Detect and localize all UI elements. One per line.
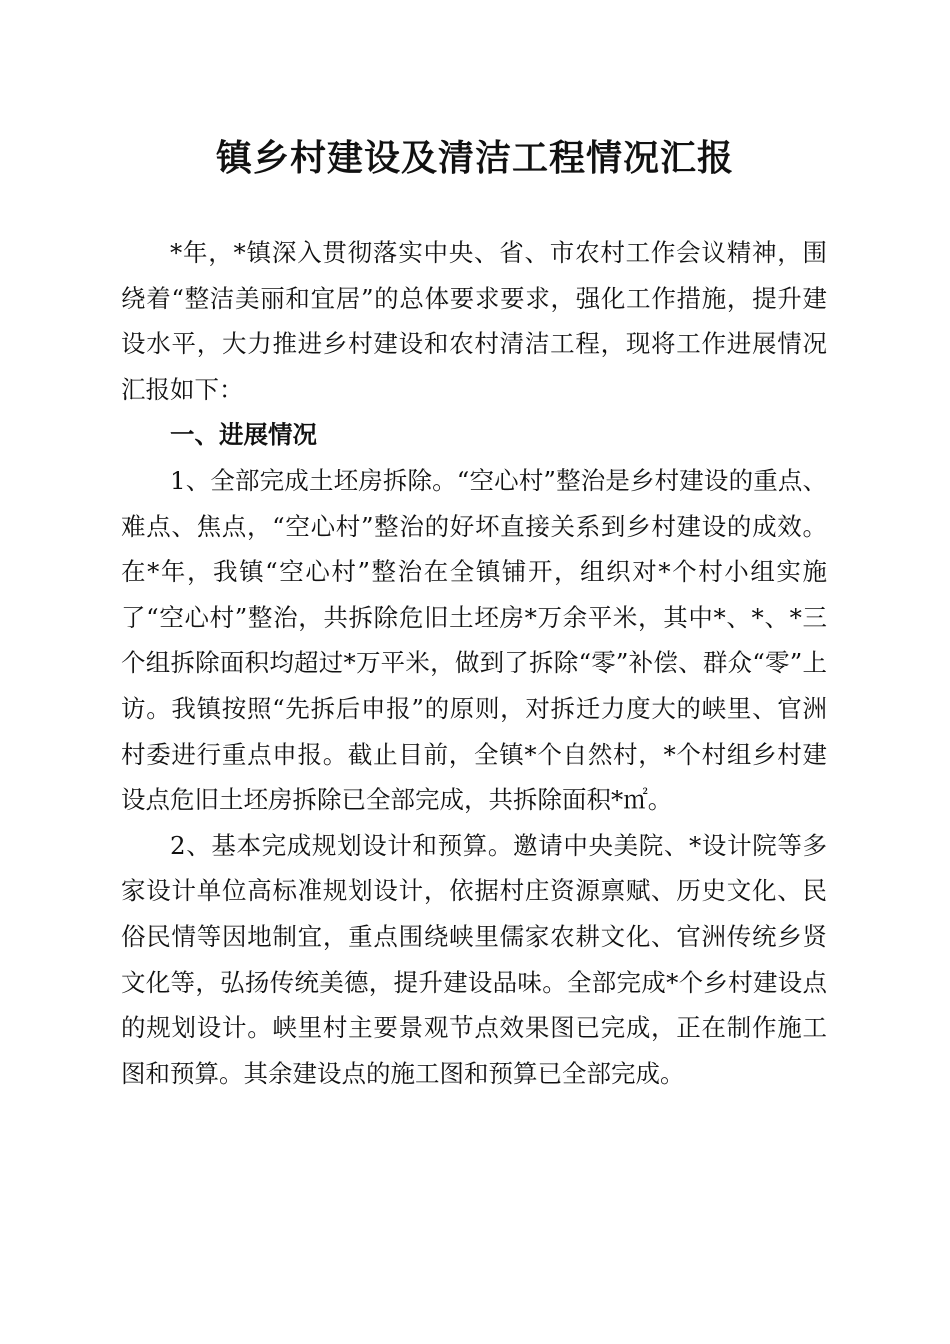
section-heading-progress: 一、进展情况 <box>170 420 317 450</box>
document-title: 镇乡村建设及清洁工程情况汇报 <box>215 137 734 179</box>
paragraph-planning: 2、基本完成规划设计和预算。邀请中央美院、*设计院等多家设计单位高标准规划设计，依据村庄资源禀赋、历史文化、民俗民情等因地制宜，重点围绕峡里儒家农耕文化、官洲传统乡贤文化等，弘扬传统美德，提升建设品味。全部完成*个乡村建设点的规划设计。峡里村主要景观节点效果图已完成，正在制作施工图和预算。其余建设点的施工图和预算已全部完成。 <box>121 830 827 1088</box>
intro-paragraph: *年，*镇深入贯彻落实中央、省、市农村工作会议精神，围绕着“整洁美丽和宜居”的总体要求要求，强化工作措施，提升建设水平，大力推进乡村建设和农村清洁工程，现将工作进展情况汇报如下： <box>121 238 827 404</box>
paragraph-demolition: 1、全部完成土坯房拆除。“空心村”整治是乡村建设的重点、难点、焦点，“空心村”整治的好坏直接关系到乡村建设的成效。在*年，我镇“空心村”整治在全镇铺开，组织对*个村小组实施了“空心村”整治，共拆除危旧土坯房*万余平米，其中*、*、*三个组拆除面积均超过*万平米，做到了拆除“零”补偿、群众“零”上访。我镇按照“先拆后申报”的原则，对拆迁力度大的峡里、官洲村委进行重点申报。截止目前，全镇*个自然村，*个村组乡村建设点危旧土坯房拆除已全部完成，共拆除面积*㎡。 <box>121 465 827 815</box>
document-body <box>121 230 827 1096</box>
